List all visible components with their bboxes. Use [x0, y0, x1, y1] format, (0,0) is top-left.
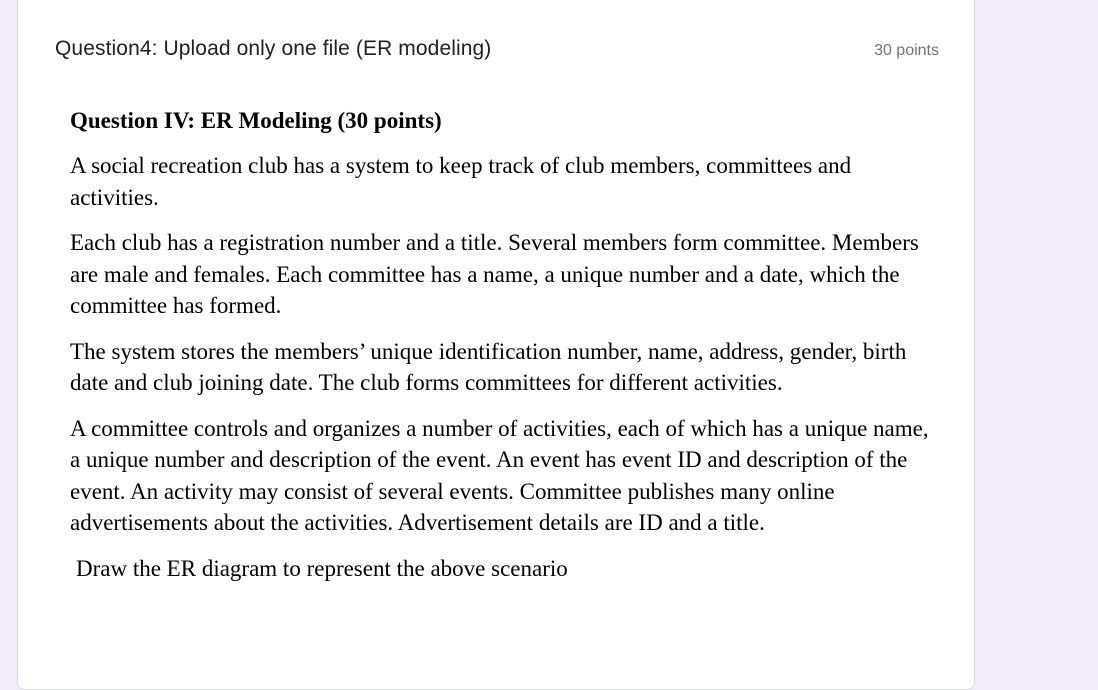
question-image [70, 106, 950, 584]
question-paragraph: A committee controls and organizes a number of activities, each of which has a unique name, a unique number and description of the event. An event has event ID and description of the event. An activity may consist of several events. Committee publishes many online advertisements about the activities. Advertisement details are ID and a title. [70, 415, 929, 535]
question-paragraph: A social recreation club has a system to keep track of club members, committees and activities. [70, 153, 852, 210]
question-instruction: Draw the ER diagram to represent the above scenario [76, 555, 568, 581]
question-paragraph: The system stores the members’ unique identification number, name, address, gender, birth date and club joining date. The club forms committees for different activities. [70, 338, 907, 395]
question-title: Question4: Upload only one file (ER modeling) [55, 37, 492, 60]
question-card [17, 0, 975, 690]
question-image-heading: Question IV: ER Modeling (30 points) [70, 108, 442, 133]
question-points: 30 points [874, 42, 939, 59]
question-paragraph: Each club has a registration number and a title. Several members form committee. Members are male and females. Each committee has a name, a unique number and a date, which the committee has formed. [70, 230, 919, 318]
question-header [55, 37, 939, 61]
